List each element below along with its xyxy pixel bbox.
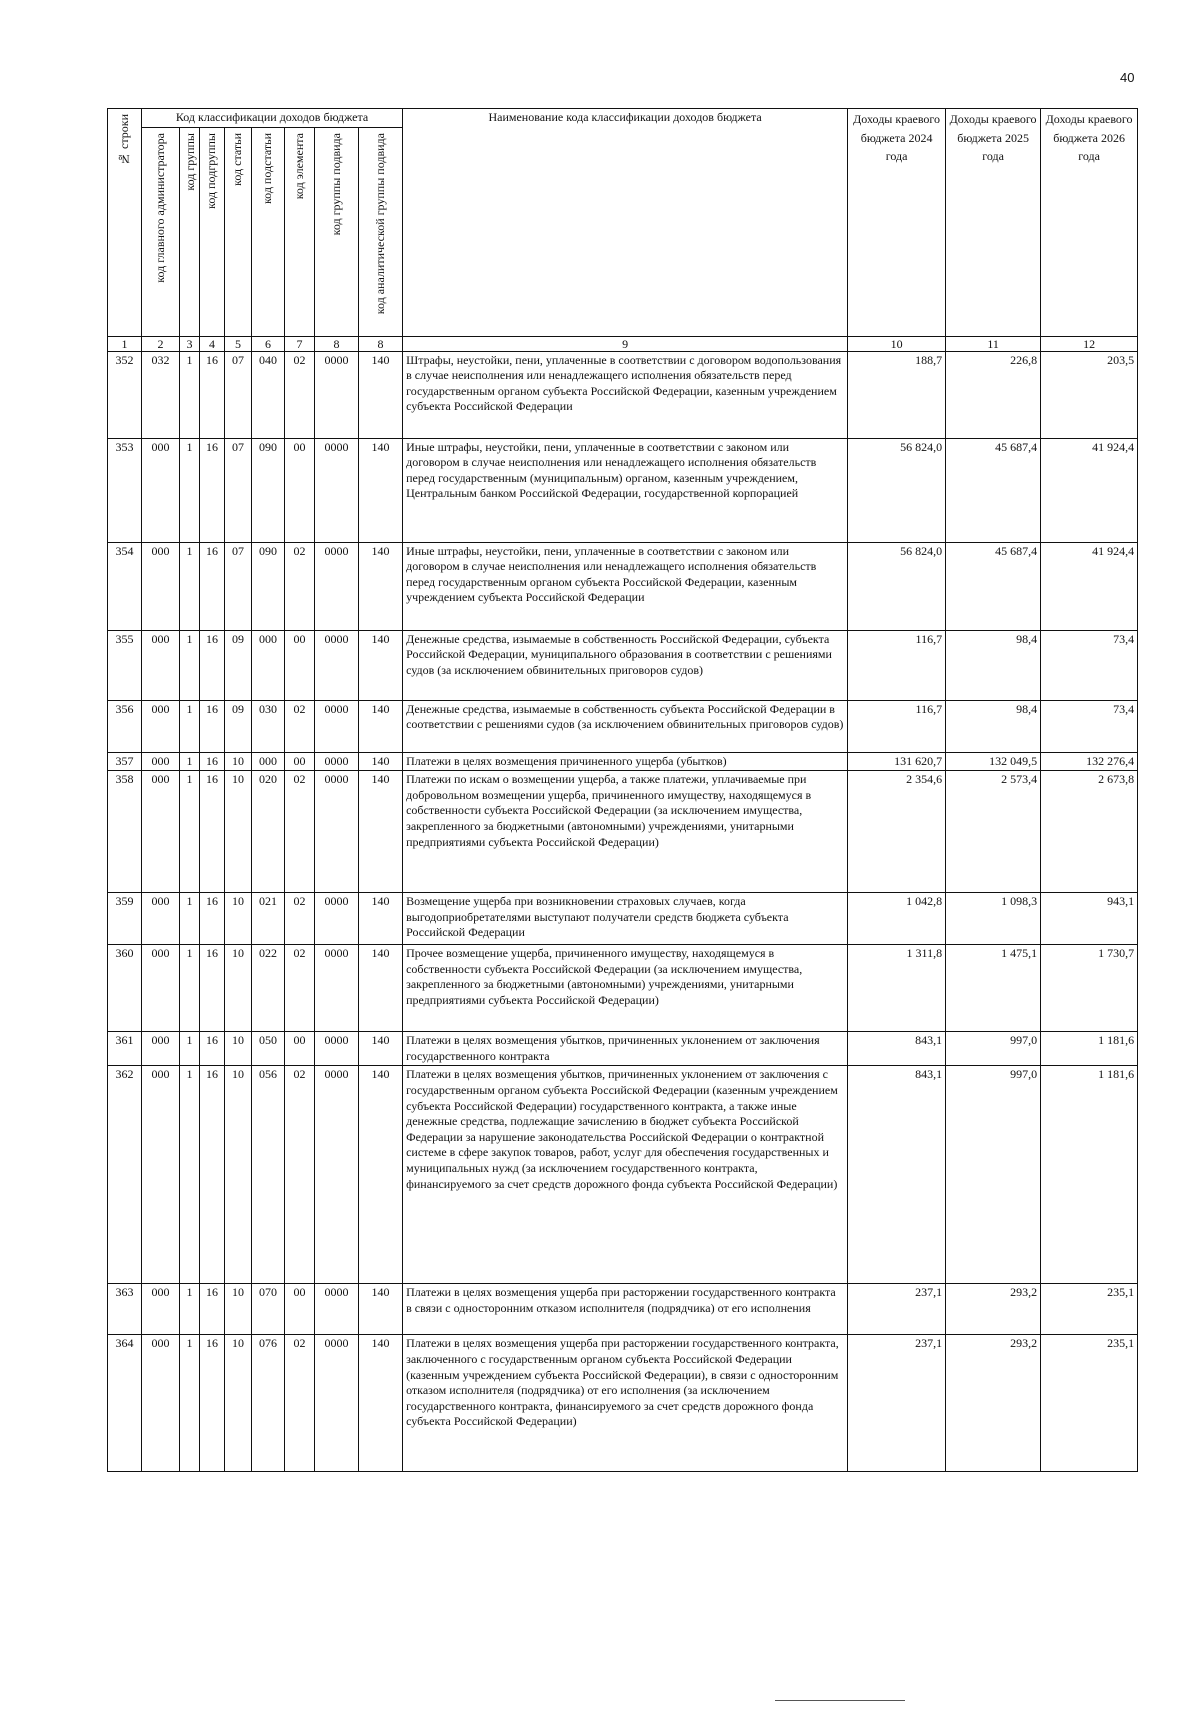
subgroup-code-cell: 16 xyxy=(200,351,225,438)
admin-code-cell: 000 xyxy=(142,438,180,542)
revenue-2025-header: Доходы краевого бюджета 2025 года xyxy=(946,109,1041,337)
subarticle-code-cell: 000 xyxy=(252,630,285,700)
article-code-header: код статьи xyxy=(225,127,252,336)
code-name-cell: Возмещение ущерба при возникновении страховых случаев, когда выгодоприобретателями выступают получатели средств бюджета субъекта Российской Федерации xyxy=(403,893,848,945)
code-name-cell: Платежи в целях возмещения ущерба при расторжении государственного контракта, заключенного с государственным органом субъекта Российской Федерации (казенным учреждением субъекта Российской Федерации), в связи с односторонним отказом исполнителя (подрядчика) от его исполнения (за исключением государственного контракта, финансируемого за счет средств дорожного фонда субъекта Российской Федерации) xyxy=(403,1335,848,1472)
revenue-2026-cell: 943,1 xyxy=(1041,893,1138,945)
group-code-cell: 1 xyxy=(180,1284,200,1335)
analytic-group-code-cell: 140 xyxy=(359,1066,403,1284)
table-row xyxy=(108,1284,1138,1335)
subgroup-code-cell: 16 xyxy=(200,542,225,630)
revenue-2025-cell: 98,4 xyxy=(946,700,1041,752)
code-name-cell: Денежные средства, изымаемые в собственность Российской Федерации, субъекта Российской Федерации, муниципального образования в соответствии с решениями судов (за исключением обвинительных приговоров судов) xyxy=(403,630,848,700)
subgroup-code-header: код подгруппы xyxy=(200,127,225,336)
subtype-group-code-cell: 0000 xyxy=(315,351,359,438)
budget-revenue-table xyxy=(107,108,1138,1472)
subarticle-code-cell: 050 xyxy=(252,1032,285,1066)
table-row xyxy=(108,351,1138,438)
analytic-group-code-cell: 140 xyxy=(359,752,403,771)
analytic-group-code-cell: 140 xyxy=(359,700,403,752)
group-code-header: код группы xyxy=(180,127,200,336)
group-code-cell: 1 xyxy=(180,630,200,700)
admin-code-cell: 000 xyxy=(142,1066,180,1284)
revenue-2025-cell: 997,0 xyxy=(946,1032,1041,1066)
subarticle-code-cell: 030 xyxy=(252,700,285,752)
revenue-2025-cell: 45 687,4 xyxy=(946,438,1041,542)
footer-rule xyxy=(775,1700,905,1701)
admin-code-cell: 000 xyxy=(142,893,180,945)
revenue-2024-cell: 237,1 xyxy=(848,1284,946,1335)
element-code-cell: 02 xyxy=(285,771,315,893)
row-number-cell: 356 xyxy=(108,700,142,752)
analytic-group-code-cell: 140 xyxy=(359,438,403,542)
subgroup-code-cell: 16 xyxy=(200,893,225,945)
subarticle-code-cell: 076 xyxy=(252,1335,285,1472)
analytic-group-code-cell: 140 xyxy=(359,945,403,1032)
classification-code-header: Код классификации доходов бюджета xyxy=(142,109,403,128)
revenue-2026-cell: 235,1 xyxy=(1041,1335,1138,1472)
analytic-group-code-cell: 140 xyxy=(359,771,403,893)
article-code-cell: 10 xyxy=(225,893,252,945)
article-code-cell: 10 xyxy=(225,1066,252,1284)
column-number: 4 xyxy=(200,336,225,351)
revenue-2024-cell: 1 042,8 xyxy=(848,893,946,945)
revenue-2026-header: Доходы краевого бюджета 2026 года xyxy=(1041,109,1138,337)
admin-code-cell: 000 xyxy=(142,542,180,630)
revenue-2026-cell: 1 181,6 xyxy=(1041,1032,1138,1066)
article-code-cell: 10 xyxy=(225,771,252,893)
group-code-cell: 1 xyxy=(180,893,200,945)
subarticle-code-cell: 070 xyxy=(252,1284,285,1335)
subgroup-code-cell: 16 xyxy=(200,771,225,893)
admin-code-header: код главного администратора xyxy=(142,127,180,336)
code-name-cell: Платежи в целях возмещения ущерба при расторжении государственного контракта в связи с односторонним отказом исполнителя (подрядчика) от его исполнения xyxy=(403,1284,848,1335)
admin-code-cell: 000 xyxy=(142,1032,180,1066)
element-code-cell: 02 xyxy=(285,1335,315,1472)
revenue-2024-cell: 1 311,8 xyxy=(848,945,946,1032)
article-code-cell: 09 xyxy=(225,700,252,752)
revenue-2025-cell: 997,0 xyxy=(946,1066,1041,1284)
group-code-cell: 1 xyxy=(180,438,200,542)
code-name-cell: Платежи в целях возмещения причиненного ущерба (убытков) xyxy=(403,752,848,771)
subarticle-code-cell: 021 xyxy=(252,893,285,945)
element-code-cell: 02 xyxy=(285,351,315,438)
subtype-group-code-header: код группы подвида xyxy=(315,127,359,336)
subtype-group-code-cell: 0000 xyxy=(315,1066,359,1284)
revenue-2024-cell: 188,7 xyxy=(848,351,946,438)
subgroup-code-cell: 16 xyxy=(200,1066,225,1284)
article-code-cell: 10 xyxy=(225,945,252,1032)
subtype-group-code-cell: 0000 xyxy=(315,700,359,752)
revenue-2024-cell: 843,1 xyxy=(848,1032,946,1066)
row-number-cell: 358 xyxy=(108,771,142,893)
column-number: 3 xyxy=(180,336,200,351)
subtype-group-code-cell: 0000 xyxy=(315,893,359,945)
row-number-cell: 352 xyxy=(108,351,142,438)
row-number-cell: 361 xyxy=(108,1032,142,1066)
revenue-2026-cell: 132 276,4 xyxy=(1041,752,1138,771)
analytic-group-code-header: код аналитической группы подвида xyxy=(359,127,403,336)
revenue-2024-cell: 131 620,7 xyxy=(848,752,946,771)
analytic-group-code-cell: 140 xyxy=(359,1284,403,1335)
group-code-cell: 1 xyxy=(180,1066,200,1284)
revenue-2025-cell: 293,2 xyxy=(946,1284,1041,1335)
subtype-group-code-cell: 0000 xyxy=(315,1032,359,1066)
revenue-2026-cell: 203,5 xyxy=(1041,351,1138,438)
group-code-cell: 1 xyxy=(180,771,200,893)
element-code-cell: 00 xyxy=(285,1032,315,1066)
subarticle-code-cell: 022 xyxy=(252,945,285,1032)
code-name-header: Наименование кода классификации доходов бюджета xyxy=(403,109,848,337)
article-code-cell: 10 xyxy=(225,1284,252,1335)
subtype-group-code-cell: 0000 xyxy=(315,542,359,630)
subtype-group-code-cell: 0000 xyxy=(315,1335,359,1472)
group-code-cell: 1 xyxy=(180,752,200,771)
element-code-header: код элемента xyxy=(285,127,315,336)
table-row xyxy=(108,1335,1138,1472)
column-number: 6 xyxy=(252,336,285,351)
subgroup-code-cell: 16 xyxy=(200,1032,225,1066)
column-number: 2 xyxy=(142,336,180,351)
table-row xyxy=(108,438,1138,542)
subgroup-code-cell: 16 xyxy=(200,1335,225,1472)
column-number: 8 xyxy=(359,336,403,351)
revenue-2025-cell: 2 573,4 xyxy=(946,771,1041,893)
revenue-2026-cell: 235,1 xyxy=(1041,1284,1138,1335)
subgroup-code-cell: 16 xyxy=(200,630,225,700)
column-number: 10 xyxy=(848,336,946,351)
group-code-cell: 1 xyxy=(180,700,200,752)
row-number-cell: 363 xyxy=(108,1284,142,1335)
revenue-2025-cell: 1 475,1 xyxy=(946,945,1041,1032)
revenue-2025-cell: 45 687,4 xyxy=(946,542,1041,630)
code-name-cell: Денежные средства, изымаемые в собственность субъекта Российской Федерации в соответствии с решениями судов (за исключением обвинительных приговоров судов) xyxy=(403,700,848,752)
code-name-cell: Прочее возмещение ущерба, причиненного имуществу, находящемуся в собственности субъекта Российской Федерации (за исключением имущества, закрепленного за бюджетными (автономными) учреждениями, унитарными предприятиями субъекта Российской Федерации) xyxy=(403,945,848,1032)
row-number-header: № строки xyxy=(108,109,142,337)
subarticle-code-cell: 090 xyxy=(252,438,285,542)
element-code-cell: 02 xyxy=(285,700,315,752)
analytic-group-code-cell: 140 xyxy=(359,630,403,700)
table-row xyxy=(108,630,1138,700)
analytic-group-code-cell: 140 xyxy=(359,351,403,438)
code-name-cell: Платежи в целях возмещения убытков, причиненных уклонением от заключения с государственным органом субъекта Российской Федерации (казенным учреждением субъекта Российской Федерации) государственного контракта, а также иные денежные средства, подлежащие зачислению в бюджет субъекта Российской Федерации за нарушение законодательства Российской Федерации о контрактной системе в сфере закупок товаров, работ, услуг для обеспечения государственных и муниципальных нужд (за исключением государственного контракта, финансируемого за счет средств дорожного фонда субъекта Российской Федерации) xyxy=(403,1066,848,1284)
subarticle-code-cell: 020 xyxy=(252,771,285,893)
revenue-2024-cell: 56 824,0 xyxy=(848,438,946,542)
revenue-2024-cell: 237,1 xyxy=(848,1335,946,1472)
code-name-cell: Штрафы, неустойки, пени, уплаченные в соответствии с договором водопользования в случае неисполнения или ненадлежащего исполнения обязательств перед государственным органом субъекта Российской Федерации, казенным учреждением субъекта Российской Федерации xyxy=(403,351,848,438)
table-row xyxy=(108,1032,1138,1066)
column-number: 12 xyxy=(1041,336,1138,351)
element-code-cell: 00 xyxy=(285,438,315,542)
group-code-cell: 1 xyxy=(180,1032,200,1066)
column-number: 8 xyxy=(315,336,359,351)
subarticle-code-cell: 040 xyxy=(252,351,285,438)
admin-code-cell: 000 xyxy=(142,752,180,771)
revenue-2024-cell: 116,7 xyxy=(848,630,946,700)
revenue-2024-cell: 56 824,0 xyxy=(848,542,946,630)
row-number-cell: 355 xyxy=(108,630,142,700)
table-body xyxy=(108,351,1138,1472)
revenue-2024-cell: 116,7 xyxy=(848,700,946,752)
subarticle-code-cell: 000 xyxy=(252,752,285,771)
column-number: 1 xyxy=(108,336,142,351)
admin-code-cell: 032 xyxy=(142,351,180,438)
article-code-cell: 07 xyxy=(225,438,252,542)
group-code-cell: 1 xyxy=(180,542,200,630)
row-number-cell: 362 xyxy=(108,1066,142,1284)
analytic-group-code-cell: 140 xyxy=(359,1032,403,1066)
table-row xyxy=(108,945,1138,1032)
table-row xyxy=(108,1066,1138,1284)
admin-code-cell: 000 xyxy=(142,1335,180,1472)
column-number: 9 xyxy=(403,336,848,351)
revenue-2025-cell: 226,8 xyxy=(946,351,1041,438)
column-number: 11 xyxy=(946,336,1041,351)
column-number: 5 xyxy=(225,336,252,351)
group-code-cell: 1 xyxy=(180,351,200,438)
admin-code-cell: 000 xyxy=(142,945,180,1032)
revenue-2026-cell: 73,4 xyxy=(1041,700,1138,752)
subtype-group-code-cell: 0000 xyxy=(315,945,359,1032)
group-code-cell: 1 xyxy=(180,1335,200,1472)
element-code-cell: 02 xyxy=(285,542,315,630)
row-number-cell: 357 xyxy=(108,752,142,771)
page-number: 40 xyxy=(1120,70,1135,85)
element-code-cell: 02 xyxy=(285,1066,315,1284)
element-code-cell: 00 xyxy=(285,630,315,700)
element-code-cell: 02 xyxy=(285,945,315,1032)
revenue-2026-cell: 41 924,4 xyxy=(1041,438,1138,542)
revenue-2026-cell: 1 181,6 xyxy=(1041,1066,1138,1284)
subtype-group-code-cell: 0000 xyxy=(315,630,359,700)
table-row xyxy=(108,771,1138,893)
code-name-cell: Платежи в целях возмещения убытков, причиненных уклонением от заключения государственного контракта xyxy=(403,1032,848,1066)
subgroup-code-cell: 16 xyxy=(200,700,225,752)
subtype-group-code-cell: 0000 xyxy=(315,438,359,542)
group-code-cell: 1 xyxy=(180,945,200,1032)
revenue-2026-cell: 1 730,7 xyxy=(1041,945,1138,1032)
article-code-cell: 10 xyxy=(225,752,252,771)
subtype-group-code-cell: 0000 xyxy=(315,1284,359,1335)
revenue-2026-cell: 2 673,8 xyxy=(1041,771,1138,893)
article-code-cell: 07 xyxy=(225,542,252,630)
article-code-cell: 07 xyxy=(225,351,252,438)
subtype-group-code-cell: 0000 xyxy=(315,771,359,893)
analytic-group-code-cell: 140 xyxy=(359,893,403,945)
code-name-cell: Платежи по искам о возмещении ущерба, а также платежи, уплачиваемые при добровольном возмещении ущерба, причиненного имуществу, находящемуся в собственности субъекта Российской Федерации (за исключением имущества, закрепленного за бюджетными (автономными) учреждениями, унитарными предприятиями субъекта Российской Федерации) xyxy=(403,771,848,893)
subgroup-code-cell: 16 xyxy=(200,1284,225,1335)
revenue-2025-cell: 293,2 xyxy=(946,1335,1041,1472)
revenue-2024-cell: 843,1 xyxy=(848,1066,946,1284)
revenue-2024-cell: 2 354,6 xyxy=(848,771,946,893)
article-code-cell: 09 xyxy=(225,630,252,700)
article-code-cell: 10 xyxy=(225,1335,252,1472)
subgroup-code-cell: 16 xyxy=(200,438,225,542)
table-row xyxy=(108,752,1138,771)
table-row xyxy=(108,700,1138,752)
revenue-2025-cell: 132 049,5 xyxy=(946,752,1041,771)
admin-code-cell: 000 xyxy=(142,771,180,893)
element-code-cell: 00 xyxy=(285,1284,315,1335)
admin-code-cell: 000 xyxy=(142,1284,180,1335)
row-number-cell: 359 xyxy=(108,893,142,945)
row-number-cell: 364 xyxy=(108,1335,142,1472)
subarticle-code-cell: 090 xyxy=(252,542,285,630)
column-number: 7 xyxy=(285,336,315,351)
analytic-group-code-cell: 140 xyxy=(359,1335,403,1472)
subtype-group-code-cell: 0000 xyxy=(315,752,359,771)
subgroup-code-cell: 16 xyxy=(200,752,225,771)
column-number-row xyxy=(108,336,1138,351)
row-number-cell: 353 xyxy=(108,438,142,542)
row-number-cell: 354 xyxy=(108,542,142,630)
analytic-group-code-cell: 140 xyxy=(359,542,403,630)
table-row xyxy=(108,542,1138,630)
admin-code-cell: 000 xyxy=(142,630,180,700)
code-name-cell: Иные штрафы, неустойки, пени, уплаченные в соответствии с законом или договором в случае неисполнения или ненадлежащего исполнения обязательств перед государственным органом субъекта Российской Федерации, казенным учреждением субъекта Российской Федерации xyxy=(403,542,848,630)
revenue-2026-cell: 41 924,4 xyxy=(1041,542,1138,630)
element-code-cell: 00 xyxy=(285,752,315,771)
element-code-cell: 02 xyxy=(285,893,315,945)
article-code-cell: 10 xyxy=(225,1032,252,1066)
revenue-2025-cell: 98,4 xyxy=(946,630,1041,700)
revenue-2024-header: Доходы краевого бюджета 2024 года xyxy=(848,109,946,337)
subarticle-code-header: код подстатьи xyxy=(252,127,285,336)
admin-code-cell: 000 xyxy=(142,700,180,752)
revenue-2026-cell: 73,4 xyxy=(1041,630,1138,700)
table-row xyxy=(108,893,1138,945)
subarticle-code-cell: 056 xyxy=(252,1066,285,1284)
subgroup-code-cell: 16 xyxy=(200,945,225,1032)
code-name-cell: Иные штрафы, неустойки, пени, уплаченные в соответствии с законом или договором в случае неисполнения или ненадлежащего исполнения обязательств перед государственным (муниципальным) органом, казенным учреждением, Центральным банком Российской Федерации, государственной корпорацией xyxy=(403,438,848,542)
row-number-cell: 360 xyxy=(108,945,142,1032)
revenue-2025-cell: 1 098,3 xyxy=(946,893,1041,945)
